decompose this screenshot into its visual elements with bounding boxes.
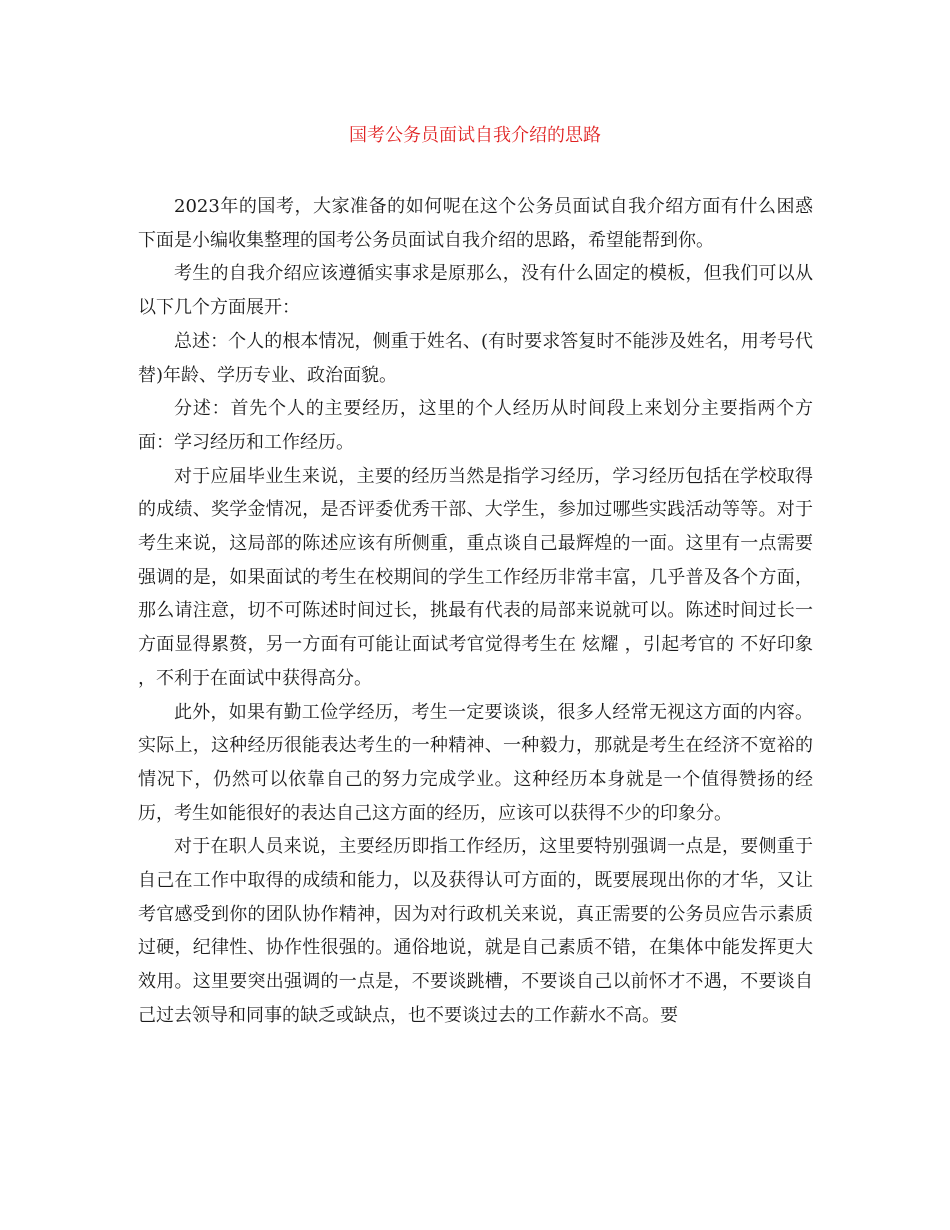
paragraph: 对于应届毕业生来说，主要的经历当然是指学习经历，学习经历包括在学校取得的成绩、奖学金情况，是否评委优秀干部、大学生，参加过哪些实践活动等等。对于考生来说，这局部的陈述应该有所侧重，重点谈自己最辉煌的一面。这里有一点需要强调的是，如果面试的考生在校期间的学生工作经历非常丰富，几乎普及各个方面，那么请注意，切不可陈述时间过长，挑最有代表的局部来说就可以。陈述时间过长一方面显得累赘，另一方面有可能让面试考官觉得考生在 炫耀 ，引起考官的 不好印象 ，不利于在面试中获得高分。 [138,465,813,689]
document-title: 国考公务员面试自我介绍的思路 [349,125,601,146]
document-body [138,190,813,1033]
paragraph: 2023年的国考，大家准备的如何呢在这个公务员面试自我介绍方面有什么困惑下面是小编收集整理的国考公务员面试自我介绍的思路，希望能帮到你。 [138,196,813,251]
paragraph: 分述：首先个人的主要经历，这里的个人经历从时间段上来划分主要指两个方面：学习经历和工作经历。 [138,398,813,453]
paragraph: 此外，如果有勤工俭学经历，考生一定要谈谈，很多人经常无视这方面的内容。实际上，这种经历很能表达考生的一种精神、一种毅力，那就是考生在经济不宽裕的情况下，仍然可以依靠自己的努力完成学业。这种经历本身就是一个值得赞扬的经历，考生如能很好的表达自己这方面的经历，应该可以获得不少的印象分。 [138,701,813,824]
paragraph: 对于在职人员来说，主要经历即指工作经历，这里要特别强调一点是，要侧重于自己在工作中取得的成绩和能力，以及获得认可方面的，既要展现出你的才华，又让考官感受到你的团队协作精神，因为对行政机关来说，真正需要的公务员应告示素质过硬，纪律性、协作性很强的。通俗地说，就是自己素质不错，在集体中能发挥更大效用。这里要突出强调的一点是，不要谈跳槽，不要谈自己以前怀才不遇，不要谈自己过去领导和同事的缺乏或缺点，也不要谈过去的工作薪水不高。要 [138,836,813,1026]
paragraph: 总述：个人的根本情况，侧重于姓名、(有时要求答复时不能涉及姓名，用考号代替)年龄、学历专业、政治面貌。 [138,330,813,386]
paragraph: 考生的自我介绍应该遵循实事求是原那么，没有什么固定的模板，但我们可以从以下几个方面展开： [138,263,813,319]
